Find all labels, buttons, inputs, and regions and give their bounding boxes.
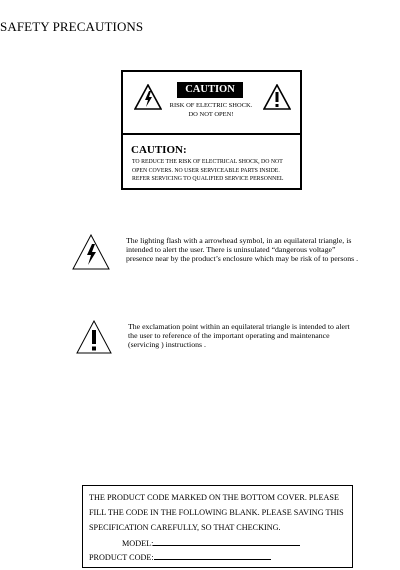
caution-heading: CAUTION: <box>131 144 187 156</box>
caution-badge: CAUTION <box>177 82 243 98</box>
product-code-box <box>82 485 353 568</box>
lightning-symbol-explanation: The lighting flash with a arrowhead symbol, in an equilateral triangle, is intended to alert the user. There is uninsulated “dangerous voltage” presence near by the product’s enclosure which may be risk of to persons . <box>126 236 359 263</box>
lightning-flash-triangle-icon <box>72 234 110 270</box>
product-code-field <box>89 551 271 562</box>
lightning-flash-triangle-icon <box>134 84 162 110</box>
caution-header <box>123 72 300 135</box>
product-code-blank <box>154 551 271 560</box>
caution-body-text: TO REDUCE THE RISK OF ELECTRICAL SHOCK, DO NOT OPEN COVERS. NO USER SERVICEABLE PARTS INSIDE. REFER SERVICING TO QUALIFIED SERVICE PERSONNEL <box>132 159 284 183</box>
caution-label-box <box>121 70 302 190</box>
exclamation-triangle-icon <box>263 84 291 110</box>
model-blank <box>153 537 300 546</box>
page-title: SAFETY PRECAUTIONS <box>0 19 144 34</box>
product-code-instructions: THE PRODUCT CODE MARKED ON THE BOTTOM COVER. PLEASE FILL THE CODE IN THE FOLLOWING BLANK. PLEASE SAVING THIS SPECIFICATION CAREFULLY, SO THAT CHECKING. <box>89 493 344 532</box>
model-field <box>122 537 300 548</box>
risk-of-shock-text: RISK OF ELECTRIC SHOCK. DO NOT OPEN! <box>169 102 253 118</box>
exclamation-triangle-icon <box>76 320 112 354</box>
model-label: MODEL: <box>122 539 154 548</box>
product-code-label: PRODUCT CODE: <box>89 553 154 562</box>
exclamation-symbol-explanation: The exclamation point within an equilateral triangle is intended to alert the user to reference of the important operating and maintenance (servicing ) instructions . <box>128 322 350 349</box>
